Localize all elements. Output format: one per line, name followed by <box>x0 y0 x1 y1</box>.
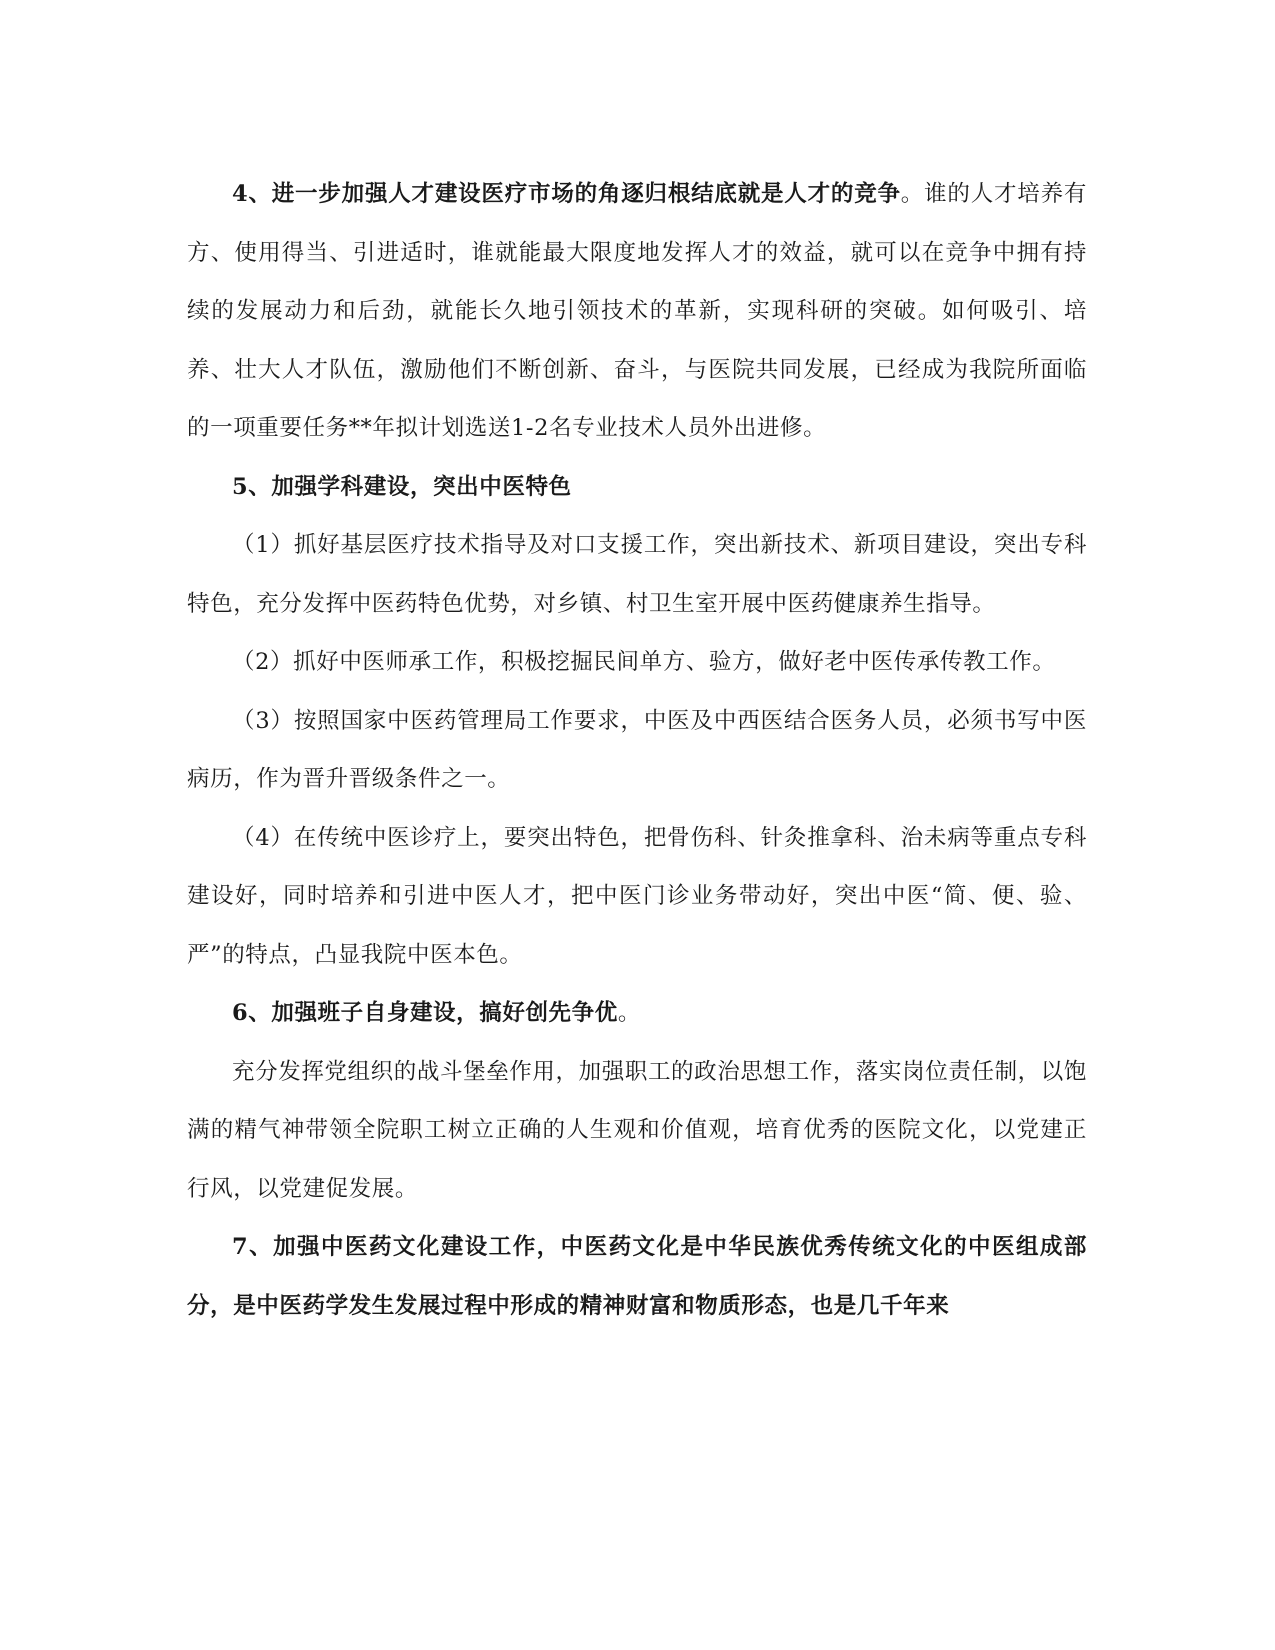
paragraph-discipline-heading <box>187 458 1087 517</box>
paragraph-item-4 <box>187 809 1087 985</box>
paragraph-item-3 <box>187 692 1087 809</box>
paragraph-talent-building <box>187 165 1087 458</box>
paragraph-heading: 7、加强中医药文化建设工作，中医药文化是中华民族优秀传统文化的中医组成部分，是中医药学发生发展过程中形成的精神财富和物质形态，也是几千年来 <box>187 1234 1087 1319</box>
paragraph-heading: 5、加强学科建设，突出中医特色 <box>232 473 572 500</box>
paragraph-text: 充分发挥党组织的战斗堡垒作用，加强职工的政治思想工作，落实岗位责任制，以饱满的精气神带领全院职工树立正确的人生观和价值观，培育优秀的医院文化，以党建正行风，以党建促发展。 <box>187 1058 1087 1202</box>
paragraph-text: （3）按照国家中医药管理局工作要求，中医及中西医结合医务人员，必须书写中医病历，作为晋升晋级条件之一。 <box>187 707 1087 792</box>
paragraph-leadership-heading <box>187 984 1087 1043</box>
paragraph-tcm-culture <box>187 1218 1087 1335</box>
paragraph-party-building <box>187 1043 1087 1219</box>
paragraph-text: 。 <box>617 1000 641 1026</box>
paragraph-item-2 <box>187 633 1087 692</box>
paragraph-text: （2）抓好中医师承工作，积极挖掘民间单方、验方，做好老中医传承传教工作。 <box>232 649 1056 675</box>
paragraph-item-1 <box>187 516 1087 633</box>
paragraph-text: （4）在传统中医诊疗上，要突出特色，把骨伤科、针灸推拿科、治未病等重点专科建设好，同时培养和引进中医人才，把中医门诊业务带动好，突出中医“简、便、验、严”的特点，凸显我院中医本色。 <box>187 824 1087 968</box>
document-body <box>187 165 1087 1335</box>
paragraph-heading: 4、进一步加强人才建设医疗市场的角逐归根结底就是人才的竞争 <box>232 181 901 207</box>
paragraph-text: 。谁的人才培养有方、使用得当、引进适时，谁就能最大限度地发挥人才的效益，就可以在竞争中拥有持续的发展动力和后劲，就能长久地引领技术的革新，实现科研的突破。如何吸引、培养、壮大人才队伍，激励他们不断创新、奋斗，与医院共同发展，已经成为我院所面临的一项重要任务**年拟计划选送1-2名专业技术人员外出进修。 <box>187 181 1087 441</box>
paragraph-heading: 6、加强班子自身建设，搞好创先争优 <box>232 1000 618 1026</box>
paragraph-text: （1）抓好基层医疗技术指导及对口支援工作，突出新技术、新项目建设，突出专科特色，充分发挥中医药特色优势，对乡镇、村卫生室开展中医药健康养生指导。 <box>187 532 1087 617</box>
